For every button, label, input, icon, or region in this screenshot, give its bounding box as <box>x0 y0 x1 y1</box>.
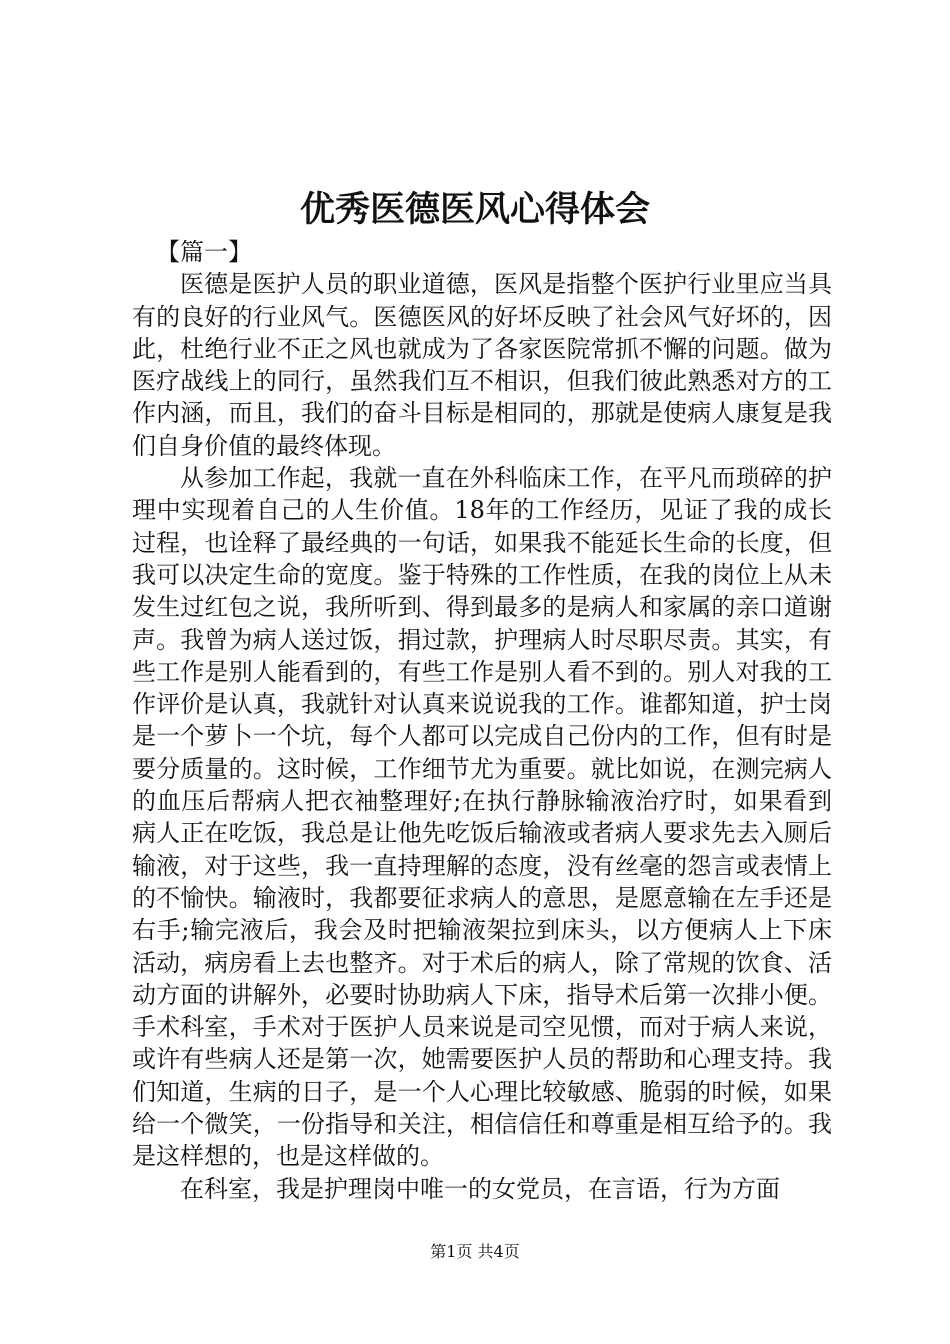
page-footer: 第1页 共4页 <box>430 1242 520 1261</box>
paragraph-3: 在科室，我是护理岗中唯一的女党员，在言语，行为方面 <box>180 1174 780 1203</box>
document-body <box>132 236 832 1205</box>
paragraph-2: 从参加工作起，我就一直在外科临床工作，在平凡而琐碎的护理中实现着自己的人生价值。18年的工作经历，见证了我的成长过程，也诠释了最经典的一句话，如果我不能延长生命的长度，但我可以决定生命的宽度。鉴于特殊的工作性质，在我的岗位上从未发生过红包之说，我所听到、得到最多的是病人和家属的亲口道谢声。我曾为病人送过饭，捐过款，护理病人时尽职尽责。其实，有些工作是别人能看到的，有些工作是别人看不到的。别人对我的工作评价是认真，我就针对认真来说说我的工作。谁都知道，护士岗是一个萝卜一个坑，每个人都可以完成自己份内的工作，但有时是要分质量的。这时候，工作细节尤为重要。就比如说，在测完病人的血压后帮病人把衣袖整理好;在执行静脉输液治疗时，如果看到病人正在吃饭，我总是让他先吃饭后输液或者病人要求先去入厕后输液，对于这些，我一直持理解的态度，没有丝毫的怨言或表情上的不愉快。输液时，我都要征求病人的意思，是愿意输在左手还是右手;输完液后，我会及时把输液架拉到床头，以方便病人上下床活动，病房看上去也整齐。对于术后的病人，除了常规的饮食、活动方面的讲解外，必要时协助病人下床，指导术后第一次排小便。手术科室，手术对于医护人员来说是司空见惯，而对于病人来说，或许有些病人还是第一次，她需要医护人员的帮助和心理支持。我们知道，生病的日子，是一个人心理比较敏感、脆弱的时候，如果给一个微笑，一份指导和关注，相信信任和尊重是相互给予的。我是这样想的，也是这样做的。 <box>132 464 832 1171</box>
section-label: 【篇一】 <box>156 238 252 266</box>
paragraph-1: 医德是医护人员的职业道德，医风是指整个医护行业里应当具有的良好的行业风气。医德医风的好坏反映了社会风气好坏的，因此，杜绝行业不正之风也就成为了各家医院常抓不懈的问题。做为医疗战线上的同行，虽然我们互不相识，但我们彼此熟悉对方的工作内涵，而且，我们的奋斗目标是相同的，那就是使病人康复是我们自身价值的最终体现。 <box>132 270 832 460</box>
document-title: 优秀医德医风心得体会 <box>299 189 650 230</box>
